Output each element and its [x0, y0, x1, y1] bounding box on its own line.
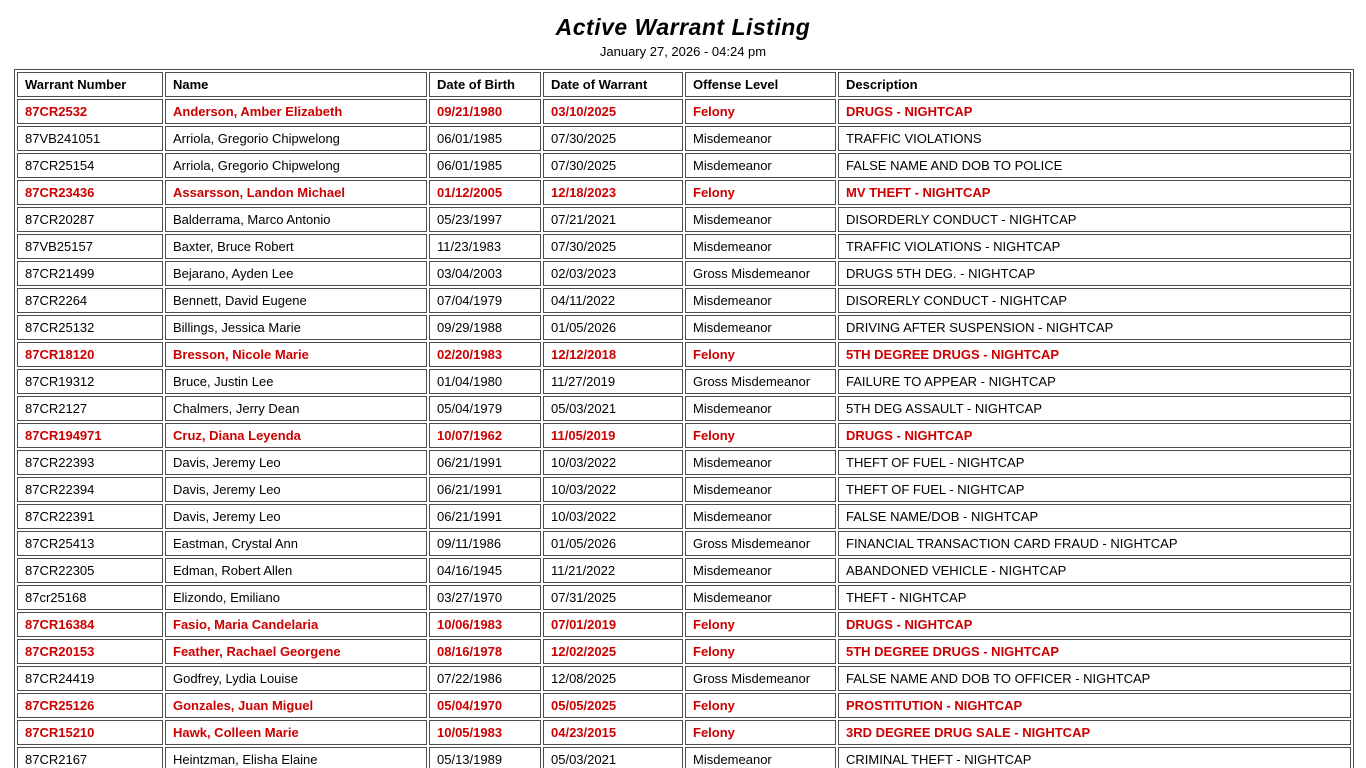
offense-level-cell: Misdemeanor: [685, 126, 836, 151]
offense-level-cell: Felony: [685, 342, 836, 367]
offense-level-cell: Felony: [685, 99, 836, 124]
table-row: [17, 504, 1351, 529]
date-of-birth-cell: 08/16/1978: [429, 639, 541, 664]
active-warrant-listing-page: [0, 14, 1366, 768]
date-of-birth-cell: 09/11/1986: [429, 531, 541, 556]
table-row: [17, 666, 1351, 691]
warrant-number-cell: 87cr25168: [17, 585, 163, 610]
name-cell: Bejarano, Ayden Lee: [165, 261, 427, 286]
date-of-birth-cell: 06/01/1985: [429, 126, 541, 151]
date-of-birth-cell: 11/23/1983: [429, 234, 541, 259]
name-cell: Fasio, Maria Candelaria: [165, 612, 427, 637]
description-cell: ABANDONED VEHICLE - NIGHTCAP: [838, 558, 1351, 583]
offense-level-cell: Misdemeanor: [685, 558, 836, 583]
warrant-number-cell: 87CR18120: [17, 342, 163, 367]
table-row: [17, 234, 1351, 259]
date-of-birth-cell: 02/20/1983: [429, 342, 541, 367]
name-cell: Arriola, Gregorio Chipwelong: [165, 153, 427, 178]
table-row: [17, 450, 1351, 475]
name-cell: Bennett, David Eugene: [165, 288, 427, 313]
date-of-birth-cell: 05/13/1989: [429, 747, 541, 768]
warrant-number-cell: 87CR24419: [17, 666, 163, 691]
description-cell: THEFT - NIGHTCAP: [838, 585, 1351, 610]
warrant-number-cell: 87VB241051: [17, 126, 163, 151]
description-cell: CRIMINAL THEFT - NIGHTCAP: [838, 747, 1351, 768]
description-cell: TRAFFIC VIOLATIONS: [838, 126, 1351, 151]
warrant-number-cell: 87CR2127: [17, 396, 163, 421]
table-row: [17, 693, 1351, 718]
warrant-number-cell: 87VB25157: [17, 234, 163, 259]
description-cell: FALSE NAME/DOB - NIGHTCAP: [838, 504, 1351, 529]
date-of-birth-cell: 04/16/1945: [429, 558, 541, 583]
offense-level-cell: Misdemeanor: [685, 207, 836, 232]
date-of-warrant-cell: 04/23/2015: [543, 720, 683, 745]
date-of-warrant-cell: 12/02/2025: [543, 639, 683, 664]
date-of-warrant-cell: 10/03/2022: [543, 477, 683, 502]
table-row: [17, 720, 1351, 745]
name-cell: Edman, Robert Allen: [165, 558, 427, 583]
offense-level-cell: Felony: [685, 612, 836, 637]
offense-level-cell: Felony: [685, 720, 836, 745]
warrant-number-cell: 87CR19312: [17, 369, 163, 394]
offense-level-cell: Misdemeanor: [685, 288, 836, 313]
offense-level-cell: Gross Misdemeanor: [685, 369, 836, 394]
table-row: [17, 477, 1351, 502]
name-cell: Chalmers, Jerry Dean: [165, 396, 427, 421]
table-row: [17, 207, 1351, 232]
date-of-birth-cell: 06/21/1991: [429, 504, 541, 529]
date-of-birth-cell: 10/07/1962: [429, 423, 541, 448]
description-cell: DRIVING AFTER SUSPENSION - NIGHTCAP: [838, 315, 1351, 340]
table-row: [17, 585, 1351, 610]
warrant-number-cell: 87CR16384: [17, 612, 163, 637]
name-cell: Gonzales, Juan Miguel: [165, 693, 427, 718]
date-of-warrant-cell: 04/11/2022: [543, 288, 683, 313]
warrant-number-cell: 87CR21499: [17, 261, 163, 286]
warrant-number-cell: 87CR15210: [17, 720, 163, 745]
date-of-birth-cell: 09/21/1980: [429, 99, 541, 124]
table-row: [17, 396, 1351, 421]
date-of-warrant-cell: 05/05/2025: [543, 693, 683, 718]
description-cell: 5TH DEGREE DRUGS - NIGHTCAP: [838, 639, 1351, 664]
column-header-warrant-number: Warrant Number: [17, 72, 163, 97]
description-cell: PROSTITUTION - NIGHTCAP: [838, 693, 1351, 718]
offense-level-cell: Misdemeanor: [685, 477, 836, 502]
warrant-number-cell: 87CR25154: [17, 153, 163, 178]
warrant-number-cell: 87CR2532: [17, 99, 163, 124]
name-cell: Arriola, Gregorio Chipwelong: [165, 126, 427, 151]
description-cell: FALSE NAME AND DOB TO POLICE: [838, 153, 1351, 178]
table-row: [17, 342, 1351, 367]
date-of-birth-cell: 05/04/1979: [429, 396, 541, 421]
warrant-number-cell: 87CR22394: [17, 477, 163, 502]
name-cell: Anderson, Amber Elizabeth: [165, 99, 427, 124]
name-cell: Godfrey, Lydia Louise: [165, 666, 427, 691]
date-of-birth-cell: 10/05/1983: [429, 720, 541, 745]
warrant-number-cell: 87CR22393: [17, 450, 163, 475]
column-header-date-of-warrant: Date of Warrant: [543, 72, 683, 97]
column-header-date-of-birth: Date of Birth: [429, 72, 541, 97]
date-of-birth-cell: 03/04/2003: [429, 261, 541, 286]
date-of-birth-cell: 06/21/1991: [429, 450, 541, 475]
warrant-number-cell: 87CR20287: [17, 207, 163, 232]
date-of-warrant-cell: 07/01/2019: [543, 612, 683, 637]
date-of-warrant-cell: 11/05/2019: [543, 423, 683, 448]
offense-level-cell: Felony: [685, 180, 836, 205]
offense-level-cell: Misdemeanor: [685, 450, 836, 475]
description-cell: DRUGS - NIGHTCAP: [838, 423, 1351, 448]
name-cell: Elizondo, Emiliano: [165, 585, 427, 610]
warrant-table-body: [17, 99, 1351, 768]
warrant-number-cell: 87CR25126: [17, 693, 163, 718]
name-cell: Hawk, Colleen Marie: [165, 720, 427, 745]
name-cell: Eastman, Crystal Ann: [165, 531, 427, 556]
name-cell: Baxter, Bruce Robert: [165, 234, 427, 259]
name-cell: Assarsson, Landon Michael: [165, 180, 427, 205]
name-cell: Davis, Jeremy Leo: [165, 477, 427, 502]
date-of-warrant-cell: 11/27/2019: [543, 369, 683, 394]
offense-level-cell: Misdemeanor: [685, 234, 836, 259]
date-of-warrant-cell: 01/05/2026: [543, 531, 683, 556]
date-of-warrant-cell: 01/05/2026: [543, 315, 683, 340]
warrant-number-cell: 87CR25413: [17, 531, 163, 556]
date-of-warrant-cell: 11/21/2022: [543, 558, 683, 583]
offense-level-cell: Misdemeanor: [685, 504, 836, 529]
description-cell: FAILURE TO APPEAR - NIGHTCAP: [838, 369, 1351, 394]
date-of-warrant-cell: 10/03/2022: [543, 450, 683, 475]
date-of-birth-cell: 01/04/1980: [429, 369, 541, 394]
table-row: [17, 180, 1351, 205]
date-of-birth-cell: 09/29/1988: [429, 315, 541, 340]
name-cell: Balderrama, Marco Antonio: [165, 207, 427, 232]
table-row: [17, 99, 1351, 124]
warrant-number-cell: 87CR20153: [17, 639, 163, 664]
offense-level-cell: Misdemeanor: [685, 315, 836, 340]
date-of-warrant-cell: 07/21/2021: [543, 207, 683, 232]
name-cell: Bresson, Nicole Marie: [165, 342, 427, 367]
date-of-birth-cell: 06/01/1985: [429, 153, 541, 178]
column-header-name: Name: [165, 72, 427, 97]
name-cell: Davis, Jeremy Leo: [165, 504, 427, 529]
table-row: [17, 558, 1351, 583]
date-of-birth-cell: 06/21/1991: [429, 477, 541, 502]
column-header-description: Description: [838, 72, 1351, 97]
table-row: [17, 369, 1351, 394]
description-cell: FINANCIAL TRANSACTION CARD FRAUD - NIGHTCAP: [838, 531, 1351, 556]
warrant-number-cell: 87CR22391: [17, 504, 163, 529]
report-timestamp: January 27, 2026 - 04:24 pm: [599, 44, 767, 59]
table-row: [17, 531, 1351, 556]
table-row: [17, 639, 1351, 664]
name-cell: Bruce, Justin Lee: [165, 369, 427, 394]
offense-level-cell: Felony: [685, 423, 836, 448]
date-of-warrant-cell: 05/03/2021: [543, 747, 683, 768]
date-of-birth-cell: 10/06/1983: [429, 612, 541, 637]
offense-level-cell: Misdemeanor: [685, 153, 836, 178]
table-row: [17, 315, 1351, 340]
date-of-warrant-cell: 07/31/2025: [543, 585, 683, 610]
offense-level-cell: Felony: [685, 639, 836, 664]
date-of-birth-cell: 07/04/1979: [429, 288, 541, 313]
date-of-warrant-cell: 07/30/2025: [543, 234, 683, 259]
table-row: [17, 747, 1351, 768]
description-cell: 3RD DEGREE DRUG SALE - NIGHTCAP: [838, 720, 1351, 745]
description-cell: FALSE NAME AND DOB TO OFFICER - NIGHTCAP: [838, 666, 1351, 691]
date-of-birth-cell: 05/23/1997: [429, 207, 541, 232]
offense-level-cell: Misdemeanor: [685, 585, 836, 610]
table-row: [17, 288, 1351, 313]
warrant-number-cell: 87CR23436: [17, 180, 163, 205]
offense-level-cell: Gross Misdemeanor: [685, 261, 836, 286]
description-cell: THEFT OF FUEL - NIGHTCAP: [838, 477, 1351, 502]
warrant-number-cell: 87CR2167: [17, 747, 163, 768]
name-cell: Billings, Jessica Marie: [165, 315, 427, 340]
warrant-number-cell: 87CR25132: [17, 315, 163, 340]
date-of-birth-cell: 05/04/1970: [429, 693, 541, 718]
description-cell: DISORERLY CONDUCT - NIGHTCAP: [838, 288, 1351, 313]
date-of-warrant-cell: 02/03/2023: [543, 261, 683, 286]
offense-level-cell: Felony: [685, 693, 836, 718]
description-cell: DRUGS 5TH DEG. - NIGHTCAP: [838, 261, 1351, 286]
description-cell: TRAFFIC VIOLATIONS - NIGHTCAP: [838, 234, 1351, 259]
column-header-offense-level: Offense Level: [685, 72, 836, 97]
page-title: Active Warrant Listing: [555, 14, 811, 40]
date-of-birth-cell: 01/12/2005: [429, 180, 541, 205]
warrant-table: [14, 69, 1354, 768]
offense-level-cell: Misdemeanor: [685, 396, 836, 421]
offense-level-cell: Misdemeanor: [685, 747, 836, 768]
date-of-warrant-cell: 12/12/2018: [543, 342, 683, 367]
warrant-number-cell: 87CR194971: [17, 423, 163, 448]
name-cell: Davis, Jeremy Leo: [165, 450, 427, 475]
description-cell: DRUGS - NIGHTCAP: [838, 99, 1351, 124]
table-row: [17, 126, 1351, 151]
description-cell: 5TH DEG ASSAULT - NIGHTCAP: [838, 396, 1351, 421]
date-of-birth-cell: 07/22/1986: [429, 666, 541, 691]
description-cell: DRUGS - NIGHTCAP: [838, 612, 1351, 637]
date-of-warrant-cell: 07/30/2025: [543, 153, 683, 178]
name-cell: Heintzman, Elisha Elaine: [165, 747, 427, 768]
table-row: [17, 612, 1351, 637]
offense-level-cell: Gross Misdemeanor: [685, 666, 836, 691]
table-row: [17, 261, 1351, 286]
report-header: [0, 14, 1366, 59]
description-cell: 5TH DEGREE DRUGS - NIGHTCAP: [838, 342, 1351, 367]
description-cell: MV THEFT - NIGHTCAP: [838, 180, 1351, 205]
date-of-warrant-cell: 12/08/2025: [543, 666, 683, 691]
offense-level-cell: Gross Misdemeanor: [685, 531, 836, 556]
date-of-warrant-cell: 07/30/2025: [543, 126, 683, 151]
table-row: [17, 423, 1351, 448]
table-header-row: [17, 72, 1351, 97]
date-of-warrant-cell: 10/03/2022: [543, 504, 683, 529]
warrant-number-cell: 87CR2264: [17, 288, 163, 313]
table-row: [17, 153, 1351, 178]
description-cell: DISORDERLY CONDUCT - NIGHTCAP: [838, 207, 1351, 232]
description-cell: THEFT OF FUEL - NIGHTCAP: [838, 450, 1351, 475]
date-of-warrant-cell: 05/03/2021: [543, 396, 683, 421]
date-of-warrant-cell: 12/18/2023: [543, 180, 683, 205]
date-of-birth-cell: 03/27/1970: [429, 585, 541, 610]
name-cell: Feather, Rachael Georgene: [165, 639, 427, 664]
name-cell: Cruz, Diana Leyenda: [165, 423, 427, 448]
warrant-number-cell: 87CR22305: [17, 558, 163, 583]
date-of-warrant-cell: 03/10/2025: [543, 99, 683, 124]
